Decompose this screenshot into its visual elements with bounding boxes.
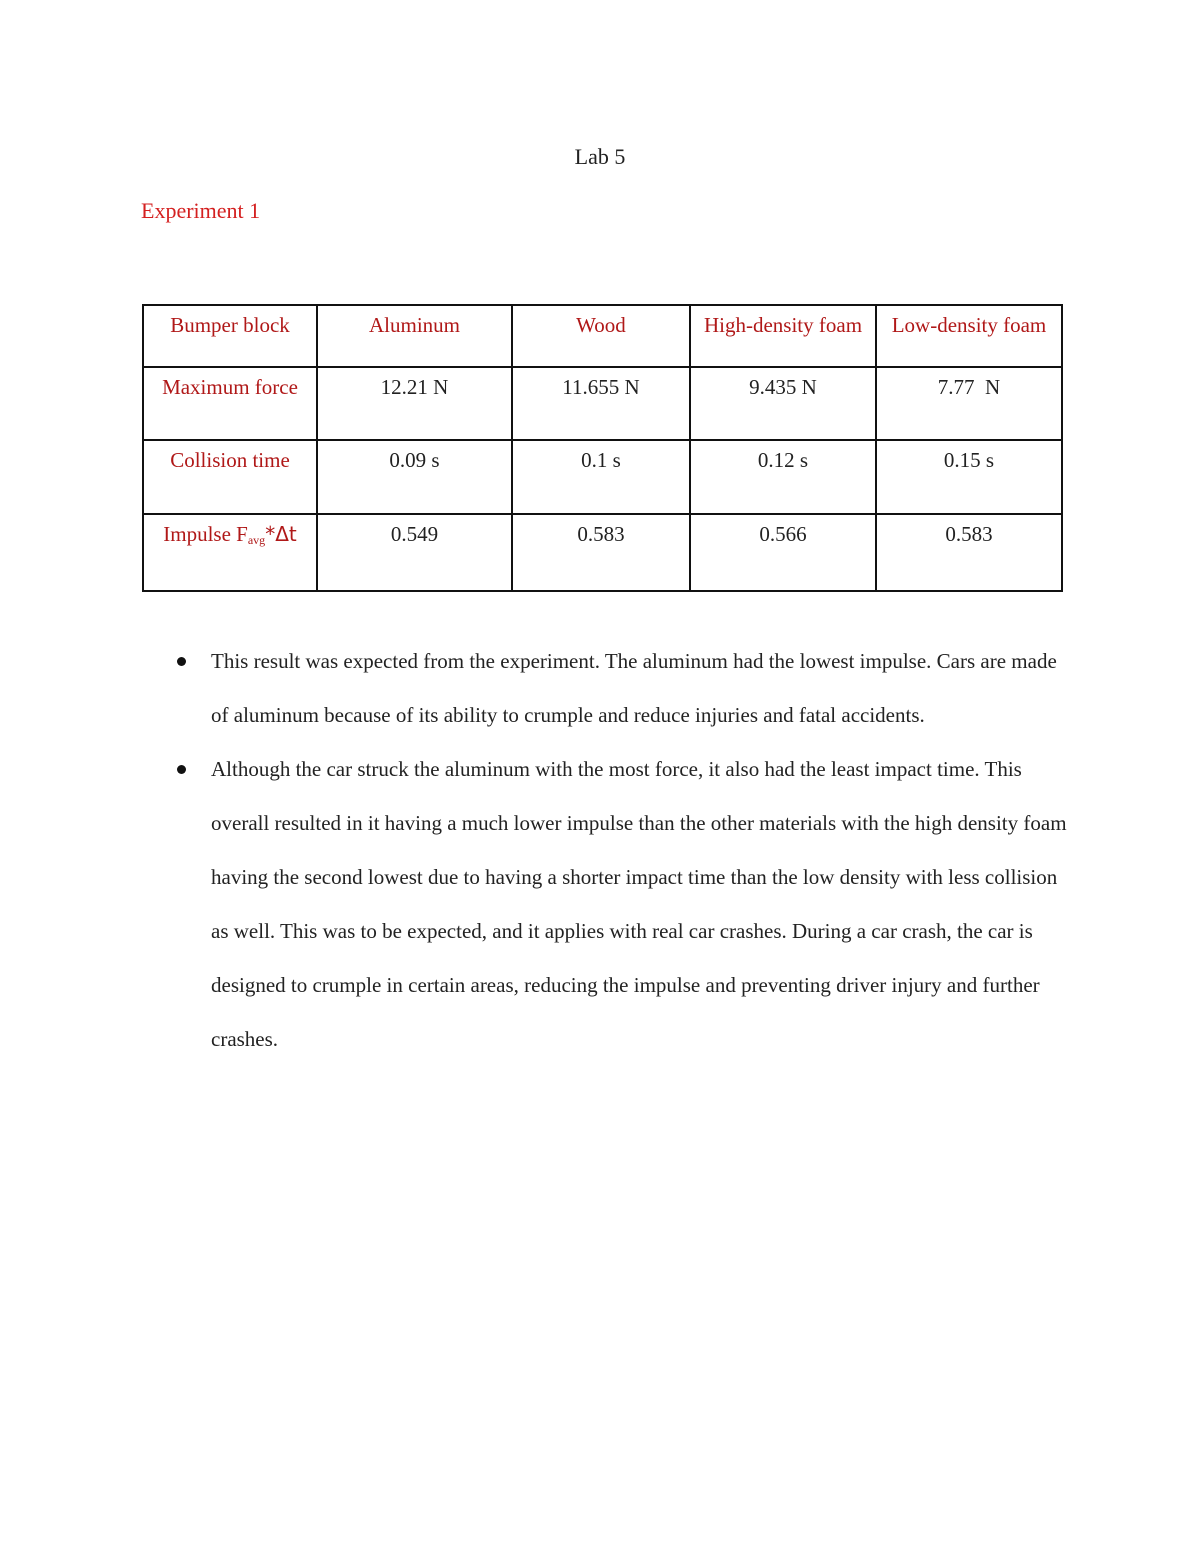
bullet-icon [177,657,186,666]
page-title: Lab 5 [574,144,626,169]
list-item [141,742,1071,1066]
section-heading: Experiment 1 [141,198,261,223]
impulse-label-delta: *Δt [265,522,297,546]
notes-list [141,634,1071,1066]
table-row-impulse [143,514,1062,591]
header-cell-aluminum: Aluminum [317,305,512,367]
table-row-collision-time [143,440,1062,514]
list-item [141,634,1071,742]
note-text: Although the car struck the aluminum with the most force, it also had the least impact time. This overall resulted in it having a much lower impulse than the other materials with the high density foam having the second lowest due to having a shorter impact time than the low density with less collision as well. This was to be expected, and it applies with real car crashes. During a car crash, the car is designed to crumple in certain areas, reducing the impulse and preventing driver injury and further crashes. [211,757,1067,1051]
results-table [142,304,1063,592]
table-cell: 0.12 s [690,440,876,514]
header-cell-high-density-foam: High-density foam [690,305,876,367]
table-cell: 12.21 N [317,367,512,440]
table-cell: 11.655 N [512,367,690,440]
table-cell: 0.583 [876,514,1062,591]
header-cell-wood: Wood [512,305,690,367]
table-cell: 0.1 s [512,440,690,514]
table-cell: 7.77 N [876,367,1062,440]
bullet-icon [177,765,186,774]
row-label-collision-time: Collision time [143,440,317,514]
table-cell: 0.15 s [876,440,1062,514]
table-cell: 0.583 [512,514,690,591]
row-label-impulse [143,514,317,591]
header-cell-low-density-foam: Low-density foam [876,305,1062,367]
table-cell: 0.566 [690,514,876,591]
row-label-maximum-force: Maximum force [143,367,317,440]
table-cell: 0.549 [317,514,512,591]
note-text: This result was expected from the experiment. The aluminum had the lowest impulse. Cars are made of aluminum because of its ability to crumple and reduce injuries and fatal accidents. [211,649,1057,727]
impulse-label-main: Impulse F [163,522,248,546]
table-cell: 9.435 N [690,367,876,440]
table-row-maximum-force [143,367,1062,440]
table-header-row [143,305,1062,367]
impulse-label-subscript: avg [247,533,266,547]
table-cell: 0.09 s [317,440,512,514]
header-cell-bumper-block: Bumper block [143,305,317,367]
